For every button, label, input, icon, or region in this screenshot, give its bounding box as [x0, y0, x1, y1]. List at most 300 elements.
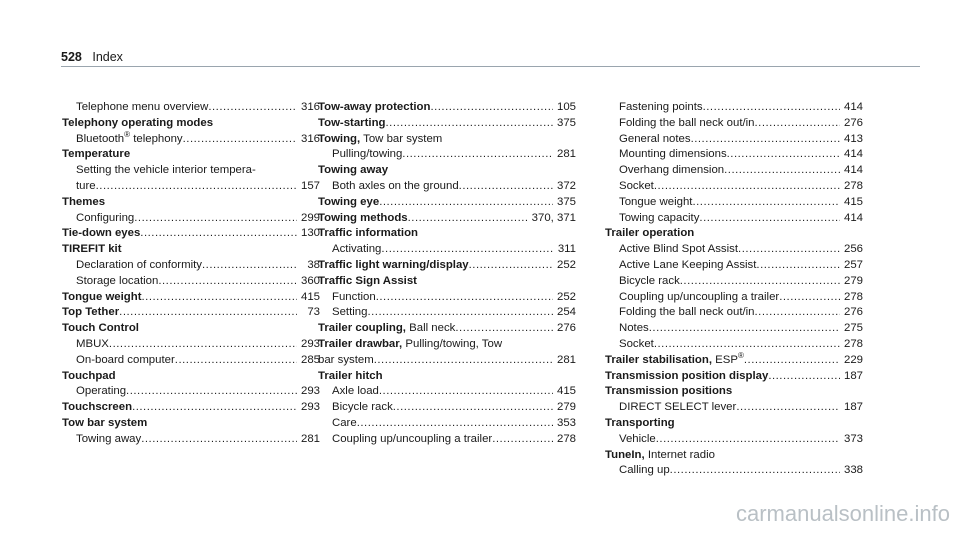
- header-divider: [61, 66, 920, 67]
- index-heading: Towing,: [318, 132, 361, 145]
- dot-leader: [699, 211, 840, 227]
- dot-leader: [126, 384, 297, 400]
- index-heading: Telephony operating modes: [62, 116, 214, 129]
- index-subentry-text: Calling up: [619, 464, 670, 477]
- index-entry: [605, 416, 863, 448]
- index-heading: Towing eye: [318, 195, 380, 208]
- index-term: [619, 116, 755, 132]
- dot-leader: [357, 416, 553, 432]
- index-subentry-text: On-board computer: [76, 353, 175, 366]
- page-reference: 278: [843, 290, 863, 303]
- dot-leader: [430, 100, 553, 116]
- index-heading: TuneIn,: [605, 448, 645, 461]
- page-reference: 229: [843, 353, 863, 366]
- dot-leader: [654, 337, 840, 353]
- page-reference: 187: [843, 369, 863, 382]
- dot-leader: [132, 400, 297, 416]
- index-entry: [62, 400, 320, 416]
- index-subentry-text: Overhang dimension: [619, 164, 725, 177]
- index-term: [62, 321, 139, 337]
- index-subentry-line: [62, 179, 320, 195]
- index-term: [619, 132, 691, 148]
- index-subentry-line: [605, 463, 863, 479]
- index-term: [619, 432, 656, 448]
- index-heading-line: [318, 337, 576, 353]
- index-heading: Trailer hitch: [318, 369, 383, 382]
- index-subentry-text: Socket: [619, 337, 654, 350]
- index-subentry-text: Axle load: [332, 385, 379, 398]
- page-reference: 257: [843, 258, 863, 271]
- index-subentry-text: Socket: [619, 179, 654, 192]
- index-subentry-text: Towing capacity: [619, 211, 700, 224]
- page-reference: 415: [843, 195, 863, 208]
- registered-mark: ®: [124, 129, 131, 139]
- index-subentry-text: Towing away: [76, 432, 142, 445]
- index-term: [619, 305, 755, 321]
- index-subentry-text: Tongue weight: [619, 195, 693, 208]
- index-heading-line: [62, 147, 320, 163]
- index-heading-line: [605, 369, 863, 385]
- index-term: [619, 258, 756, 274]
- page-reference: 256: [843, 243, 863, 256]
- index-heading: Tow bar system: [62, 416, 148, 429]
- index-subentry-line: [62, 100, 320, 116]
- index-entry: [318, 211, 576, 227]
- page-reference: 254: [556, 306, 576, 319]
- index-subentry-text: Setting: [332, 306, 368, 319]
- registered-mark: ®: [737, 350, 744, 360]
- page-reference: 299: [300, 211, 320, 224]
- index-heading: Trailer stabilisation,: [605, 353, 712, 366]
- index-subentry-text: Bicycle rack: [619, 274, 680, 287]
- index-subentry-line: [605, 432, 863, 448]
- dot-leader: [492, 432, 553, 448]
- index-heading-line: [62, 226, 320, 242]
- index-subentry-line: [62, 211, 320, 227]
- index-heading: Themes: [62, 195, 106, 208]
- index-subentry-text: Fastening points: [619, 101, 703, 113]
- index-heading-line: [318, 132, 576, 148]
- dot-leader: [755, 116, 840, 132]
- page-reference: 279: [556, 401, 576, 414]
- index-heading-line: [62, 321, 320, 337]
- index-heading-line: [318, 226, 576, 242]
- index-subentry-line: [605, 290, 863, 306]
- dot-leader: [459, 179, 553, 195]
- index-heading: Towing away: [318, 164, 389, 177]
- page-reference: 276: [843, 116, 863, 129]
- index-term: [318, 226, 418, 242]
- index-term: [76, 179, 96, 195]
- index-heading: Transmission positions: [605, 385, 733, 398]
- dot-leader: [727, 147, 840, 163]
- index-term: [318, 195, 379, 211]
- index-entry: [605, 226, 863, 352]
- index-entry: [62, 305, 320, 321]
- index-subentry-line: [605, 100, 863, 116]
- index-entry: [62, 242, 320, 289]
- index-subentry-text: DIRECT SELECT lever: [619, 401, 737, 414]
- index-entry-text: Setting the vehicle interior tempera-: [76, 164, 256, 177]
- index-term: [332, 242, 381, 258]
- index-term: [619, 163, 724, 179]
- index-subentry-line: [605, 116, 863, 132]
- index-heading: Tie-down eyes: [62, 227, 141, 240]
- index-term: [76, 129, 183, 148]
- index-heading-line: [318, 369, 576, 385]
- index-entry: [318, 195, 576, 211]
- index-term: [318, 274, 417, 290]
- index-subentry-line: [605, 305, 863, 321]
- index-heading-line: [62, 195, 320, 211]
- index-subentry-line: [318, 400, 576, 416]
- dot-leader: [744, 353, 840, 369]
- index-subentry-text: bar system: [318, 353, 374, 366]
- index-subentry-line: [605, 132, 863, 148]
- index-subentry-line: [605, 211, 863, 227]
- page-reference: 252: [556, 290, 576, 303]
- index-heading: Touchscreen: [62, 401, 133, 414]
- index-term: [605, 226, 694, 242]
- index-crossref: ESP: [711, 353, 738, 366]
- index-term: [76, 353, 175, 369]
- index-entry: [318, 116, 576, 132]
- index-heading-line: [605, 448, 863, 464]
- index-crossref: Tow bar system: [360, 132, 443, 145]
- index-term: [76, 258, 202, 274]
- index-heading-line: [62, 369, 320, 385]
- index-term: [62, 195, 105, 211]
- index-subentry-text: MBUX: [76, 337, 109, 350]
- index-entry: [62, 147, 320, 194]
- dot-leader: [656, 432, 840, 448]
- index-heading-line: [62, 400, 320, 416]
- index-entry: [62, 321, 320, 368]
- index-subentry-line: [62, 129, 320, 148]
- page-reference: 370, 371: [531, 211, 576, 224]
- index-entry: [62, 195, 320, 227]
- index-subentry-line: [605, 258, 863, 274]
- index-heading-line: [62, 416, 320, 432]
- index-entry: [605, 350, 863, 369]
- index-subentry-line: [605, 242, 863, 258]
- page-reference: 278: [843, 337, 863, 350]
- index-term: [76, 274, 158, 290]
- page-reference: 414: [843, 164, 863, 177]
- index-heading: Tow-away protection: [318, 101, 431, 113]
- index-subentry-line: [62, 337, 320, 353]
- page-reference: 375: [556, 195, 576, 208]
- index-entry: [62, 100, 320, 116]
- index-subentry-text: Pulling/towing: [332, 148, 403, 161]
- index-term: [76, 337, 109, 353]
- index-entry: [318, 321, 576, 337]
- page-reference: 375: [556, 116, 576, 129]
- index-term: [332, 147, 402, 163]
- index-term: [619, 179, 654, 195]
- index-entry: [605, 384, 863, 416]
- index-term: [332, 384, 379, 400]
- index-column-left: [62, 100, 320, 448]
- index-entry: [318, 337, 576, 369]
- index-term: [332, 305, 367, 321]
- dot-leader: [393, 400, 553, 416]
- page-reference: 252: [556, 258, 576, 271]
- index-term: [62, 242, 121, 258]
- page-reference: 187: [843, 401, 863, 414]
- index-subentry-text: General notes: [619, 132, 691, 145]
- index-heading-line: [318, 116, 576, 132]
- index-subentry-text: Operating: [76, 385, 127, 398]
- index-heading: Towing methods: [318, 211, 408, 224]
- index-term: [318, 100, 430, 116]
- page-reference: 415: [556, 385, 576, 398]
- index-heading: Transporting: [605, 416, 675, 429]
- index-subentry-text: Bluetooth: [76, 132, 125, 145]
- index-term: [332, 400, 393, 416]
- index-term: [619, 147, 727, 163]
- index-subentry-text: Configuring: [76, 211, 135, 224]
- index-term: [76, 384, 126, 400]
- index-heading: Tow-starting: [318, 116, 386, 129]
- index-term: [76, 211, 134, 227]
- index-subentry-text: Activating: [332, 243, 382, 256]
- index-subentry-line: [318, 416, 576, 432]
- dot-leader: [142, 290, 297, 306]
- index-term: [76, 432, 141, 448]
- page-reference: 281: [300, 432, 320, 445]
- page-reference: 316: [300, 132, 320, 145]
- index-term: [619, 211, 699, 227]
- index-heading-line: [605, 416, 863, 432]
- dot-leader: [381, 242, 553, 258]
- page-reference: 278: [843, 179, 863, 192]
- index-subentry-line: [318, 179, 576, 195]
- page-reference: 316: [300, 101, 320, 113]
- page-reference: 311: [557, 243, 576, 256]
- index-heading: Touch Control: [62, 322, 139, 335]
- index-heading: Touchpad: [62, 369, 116, 382]
- index-entry: [318, 274, 576, 321]
- index-subentry-text: Declaration of conformity: [76, 258, 202, 271]
- index-term: [619, 290, 779, 306]
- index-term: [619, 242, 738, 258]
- index-subentry-text: Folding the ball neck out/in: [619, 306, 755, 319]
- index-term: [318, 337, 502, 353]
- index-heading-line: [318, 100, 576, 116]
- index-entry: [62, 416, 320, 448]
- index-heading: TIREFIT kit: [62, 243, 122, 256]
- index-entry: [318, 163, 576, 195]
- page-reference: 414: [843, 211, 863, 224]
- index-heading: Traffic light warning/display: [318, 258, 469, 271]
- index-heading-line: [318, 258, 576, 274]
- dot-leader: [175, 353, 297, 369]
- index-column-middle: [318, 100, 576, 448]
- index-heading-line: [318, 321, 576, 337]
- index-entry: [605, 100, 863, 226]
- index-term: [605, 350, 744, 369]
- dot-leader: [469, 258, 553, 274]
- index-term: [619, 321, 649, 337]
- page-reference: 276: [556, 322, 576, 335]
- index-term: [619, 100, 703, 116]
- index-subentry-text: telephony: [130, 132, 183, 145]
- index-entry: [605, 369, 863, 385]
- page-reference: 415: [300, 290, 320, 303]
- index-crossref: Internet radio: [644, 448, 715, 461]
- index-subentry-line: [318, 432, 576, 448]
- page-reference: 414: [843, 101, 863, 113]
- watermark: carmanualsonline.info: [735, 501, 950, 526]
- page-reference: 414: [843, 148, 863, 161]
- dot-leader: [109, 337, 297, 353]
- index-term: [318, 321, 455, 337]
- index-subentry-text: Active Blind Spot Assist: [619, 243, 739, 256]
- dot-leader: [779, 290, 840, 306]
- dot-leader: [379, 195, 553, 211]
- index-term: [318, 211, 408, 227]
- index-term: [62, 290, 142, 306]
- index-subentry-text: Coupling up/uncoupling a trailer: [619, 290, 780, 303]
- page-reference: 281: [556, 353, 576, 366]
- dot-leader: [736, 400, 840, 416]
- dot-leader: [141, 432, 297, 448]
- dot-leader: [692, 195, 840, 211]
- index-term: [62, 305, 119, 321]
- index-subentry-text: Function: [332, 290, 376, 303]
- index-heading: Tongue weight: [62, 290, 142, 303]
- dot-leader: [768, 369, 840, 385]
- index-term: [605, 416, 675, 432]
- index-subentry-text: Coupling up/uncoupling a trailer: [332, 432, 493, 445]
- index-heading-line: [62, 305, 320, 321]
- index-heading-line: [62, 116, 320, 132]
- page-reference: 373: [843, 432, 863, 445]
- index-entry: [318, 100, 576, 116]
- dot-leader: [738, 242, 840, 258]
- page-reference: 281: [556, 148, 576, 161]
- index-subentry-line: [318, 147, 576, 163]
- dot-leader: [649, 321, 840, 337]
- index-heading: Top Tether: [62, 306, 120, 319]
- index-term: [332, 290, 376, 306]
- page-reference: 338: [843, 464, 863, 477]
- index-term: [605, 448, 715, 464]
- index-crossref: Pulling/towing, Tow: [402, 337, 503, 350]
- index-entry: [62, 369, 320, 401]
- index-term: [318, 258, 469, 274]
- dot-leader: [376, 290, 553, 306]
- dot-leader: [134, 211, 297, 227]
- index-heading-line: [605, 384, 863, 400]
- index-heading: Traffic information: [318, 227, 418, 240]
- index-term: [318, 163, 388, 179]
- index-entry: [318, 226, 576, 258]
- index-entry: [62, 226, 320, 242]
- dot-leader: [379, 384, 553, 400]
- index-subentry-text: Mounting dimensions: [619, 148, 727, 161]
- index-heading-line: [62, 290, 320, 306]
- index-subentry-line: [318, 305, 576, 321]
- page-reference: 276: [843, 306, 863, 319]
- index-subentry-line: [605, 400, 863, 416]
- dot-leader: [408, 211, 529, 227]
- index-heading: Trailer operation: [605, 227, 695, 240]
- page-reference: 279: [843, 274, 863, 287]
- index-subentry-line: [605, 147, 863, 163]
- page-reference: 360: [300, 274, 320, 287]
- index-subentry-line: [318, 384, 576, 400]
- page-reference: 293: [300, 385, 320, 398]
- index-term: [76, 100, 208, 116]
- index-heading-line: [318, 274, 576, 290]
- index-entry: [62, 116, 320, 148]
- index-term: [619, 274, 680, 290]
- index-subentry-line: [605, 274, 863, 290]
- index-subentry-text: Storage location: [76, 274, 159, 287]
- index-heading: Temperature: [62, 148, 131, 161]
- index-subentry-line: [318, 242, 576, 258]
- index-term: [619, 195, 692, 211]
- page-reference: 285: [300, 353, 320, 366]
- dot-leader: [402, 147, 553, 163]
- page-reference: 293: [300, 401, 320, 414]
- page-reference: 413: [843, 132, 863, 145]
- dot-leader: [158, 274, 297, 290]
- index-subentry-line: [605, 163, 863, 179]
- index-term: [332, 432, 492, 448]
- section-title: Index: [92, 50, 123, 64]
- index-entry: [318, 258, 576, 274]
- index-heading-line: [62, 242, 320, 258]
- page-header: [61, 50, 123, 64]
- dot-leader: [183, 132, 297, 148]
- index-crossref: Ball neck: [405, 322, 456, 335]
- dot-leader: [367, 305, 553, 321]
- index-term: [62, 400, 132, 416]
- index-subentry-line: [605, 321, 863, 337]
- index-term: [619, 463, 670, 479]
- page-reference: 157: [300, 179, 320, 192]
- index-heading: Traffic Sign Assist: [318, 274, 417, 287]
- dot-leader: [140, 226, 297, 242]
- index-subentry-text: Telephone menu overview: [76, 101, 209, 113]
- page-reference: 130: [300, 227, 320, 240]
- index-term: [619, 337, 654, 353]
- index-subentry-line: [318, 353, 576, 369]
- index-heading: Trailer drawbar,: [318, 337, 403, 350]
- page-reference: 353: [556, 416, 576, 429]
- index-entry: [318, 132, 576, 164]
- index-subentry-line: [62, 258, 320, 274]
- dot-leader: [208, 100, 297, 116]
- page-reference: 38: [307, 258, 320, 271]
- page-reference: 105: [556, 101, 576, 113]
- index-heading-line: [318, 163, 576, 179]
- dot-leader: [119, 305, 297, 321]
- index-term: [62, 369, 116, 385]
- index-term: [62, 416, 147, 432]
- index-heading-line: [318, 195, 576, 211]
- dot-leader: [680, 274, 840, 290]
- index-term: [318, 369, 383, 385]
- dot-leader: [654, 179, 840, 195]
- index-subentry-text: Bicycle rack: [332, 401, 393, 414]
- index-subentry-line: [605, 179, 863, 195]
- dot-leader: [703, 100, 840, 116]
- dot-leader: [691, 132, 840, 148]
